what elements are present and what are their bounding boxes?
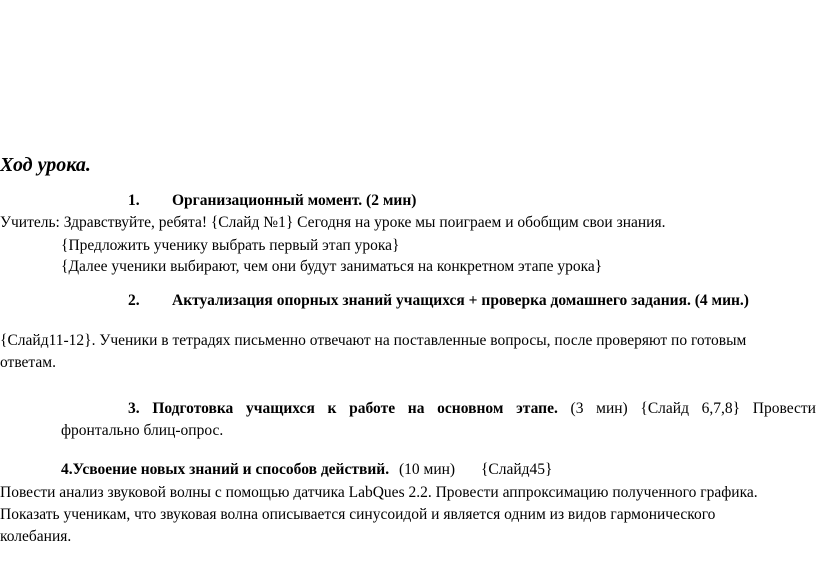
section-3-word: основном [437,400,504,417]
section-3-tail-word: {Слайд [640,400,689,417]
section-3-word: работе [349,400,396,417]
section-4-text-line-3: колебания. [0,528,72,545]
section-2-text-line-1: {Слайд11-12}. Ученики в тетрадях письменно отвечают на поставленные вопросы, после проверяют по готовым [0,332,747,349]
section-1-heading [128,191,416,211]
page-title: Ход урока. [0,154,91,176]
section-3-tail-word: 6,7,8} [701,400,741,417]
section-2-title: Актуализация опорных знаний учащихся + проверка домашнего задания. (4 мин.) [172,292,749,309]
section-3-word: этапе. [516,400,558,417]
section-2-heading [128,291,749,311]
section-3-heading [128,399,816,419]
section-1-title: Организационный момент. (2 мин) [172,192,417,209]
note-students-choose: {Далее ученики выбирают, чем они будут заниматься на конкретном этапе урока} [61,258,603,275]
section-3-tail-word: мин) [596,400,628,417]
section-4-slide: {Слайд45} [480,461,553,478]
section-3-tail-word: Провести [752,400,816,417]
section-4-title: 4.Усвоение новых знаний и способов действий. [61,461,390,478]
section-4-time: (10 мин) [398,461,456,478]
teacher-greeting: Учитель: Здравствуйте, ребята! {Слайд №1} Сегодня на уроке мы поиграем и обобщим свои знания. [0,214,666,231]
section-4-text-line-1: Повести анализ звуковой волны с помощью датчика LabQues 2.2. Провести аппроксимацию полученного графика. [0,484,758,501]
section-3-word: на [407,400,425,417]
section-3-word: к [327,400,337,417]
section-3-word: учащихся [246,400,315,417]
section-3-word: Подготовка [152,400,234,417]
section-4-text-line-2: Показать ученикам, что звуковая волна описывается синусоидой и является одним из видов гармонического [0,506,716,523]
section-1-number: 1. [128,192,140,209]
section-2-text-line-2: ответам. [0,354,56,371]
section-2-number: 2. [128,292,140,309]
note-choose-stage: {Предложить ученику выбрать первый этап урока} [61,237,400,254]
section-4-heading [61,460,552,480]
section-3-line-2: фронтально блиц-опрос. [61,422,224,439]
section-3-tail-word: (3 [570,400,584,417]
section-3-number: 3. [128,400,140,417]
